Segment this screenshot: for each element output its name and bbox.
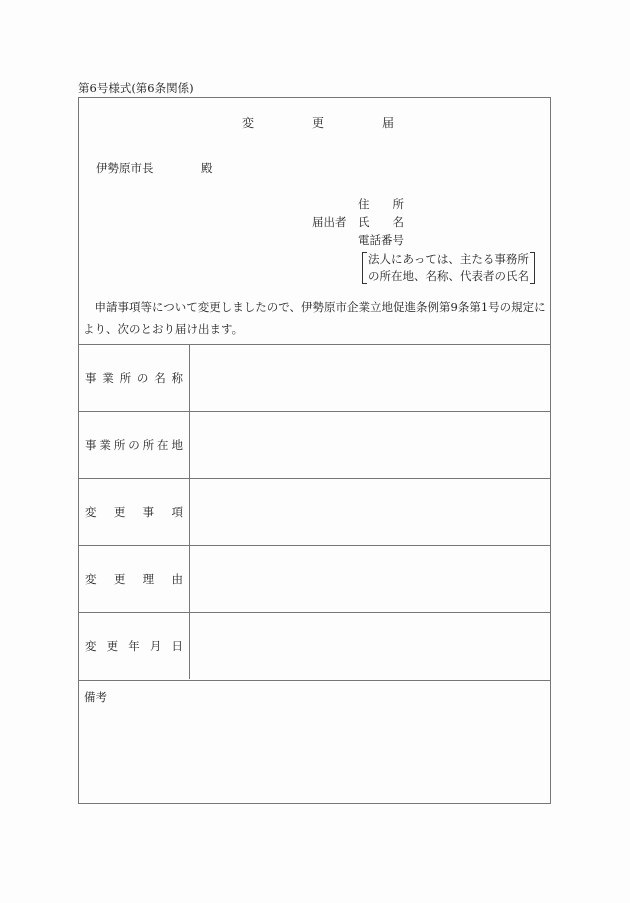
applicant-label: 届出者 [312, 215, 347, 229]
title-char: 変 [242, 116, 255, 130]
change-items-field[interactable] [191, 479, 550, 545]
remarks-section[interactable] [79, 680, 550, 803]
row-label: 変 更 年 月 日 [79, 613, 190, 679]
note-line: 法人にあっては、主たる事務所 [368, 252, 529, 266]
note-line: の所在地、名称、代表者の氏名 [368, 269, 529, 283]
corporate-note [362, 251, 535, 285]
change-notification-form [78, 97, 551, 804]
business-location-field[interactable] [191, 412, 550, 478]
address-field-label: 住 所 [358, 197, 404, 211]
row-label: 事 業 所 の 所 在 地 [79, 412, 190, 478]
row-label: 事 業 所 の 名 称 [79, 345, 190, 411]
row-label: 変 更 理 由 [79, 546, 190, 612]
change-date-field[interactable] [191, 613, 550, 679]
name-field-label: 氏 名 [358, 215, 404, 229]
business-name-field[interactable] [191, 345, 550, 411]
form-number: 第6号様式(第6条関係) [78, 81, 194, 95]
change-reason-field[interactable] [191, 546, 550, 612]
table-row-business-name [79, 344, 550, 411]
statement-text: 申請事項等について変更しましたので、伊勢原市企業立地促進条例第9条第1号の規定により、次のとおり届け出ます。 [83, 300, 546, 336]
row-label: 変 更 事 項 [79, 479, 190, 545]
table-row-change-reason [79, 545, 550, 612]
addressee: 伊勢原市長 [96, 161, 154, 175]
remarks-label: 備考 [84, 690, 107, 704]
honorific: 殿 [201, 161, 213, 175]
table-row-change-items [79, 478, 550, 545]
phone-field-label: 電話番号 [358, 233, 404, 247]
table-row-change-date [79, 612, 550, 679]
table-row-business-location [79, 411, 550, 478]
title-char: 届 [382, 116, 395, 130]
title-char: 更 [312, 116, 325, 130]
